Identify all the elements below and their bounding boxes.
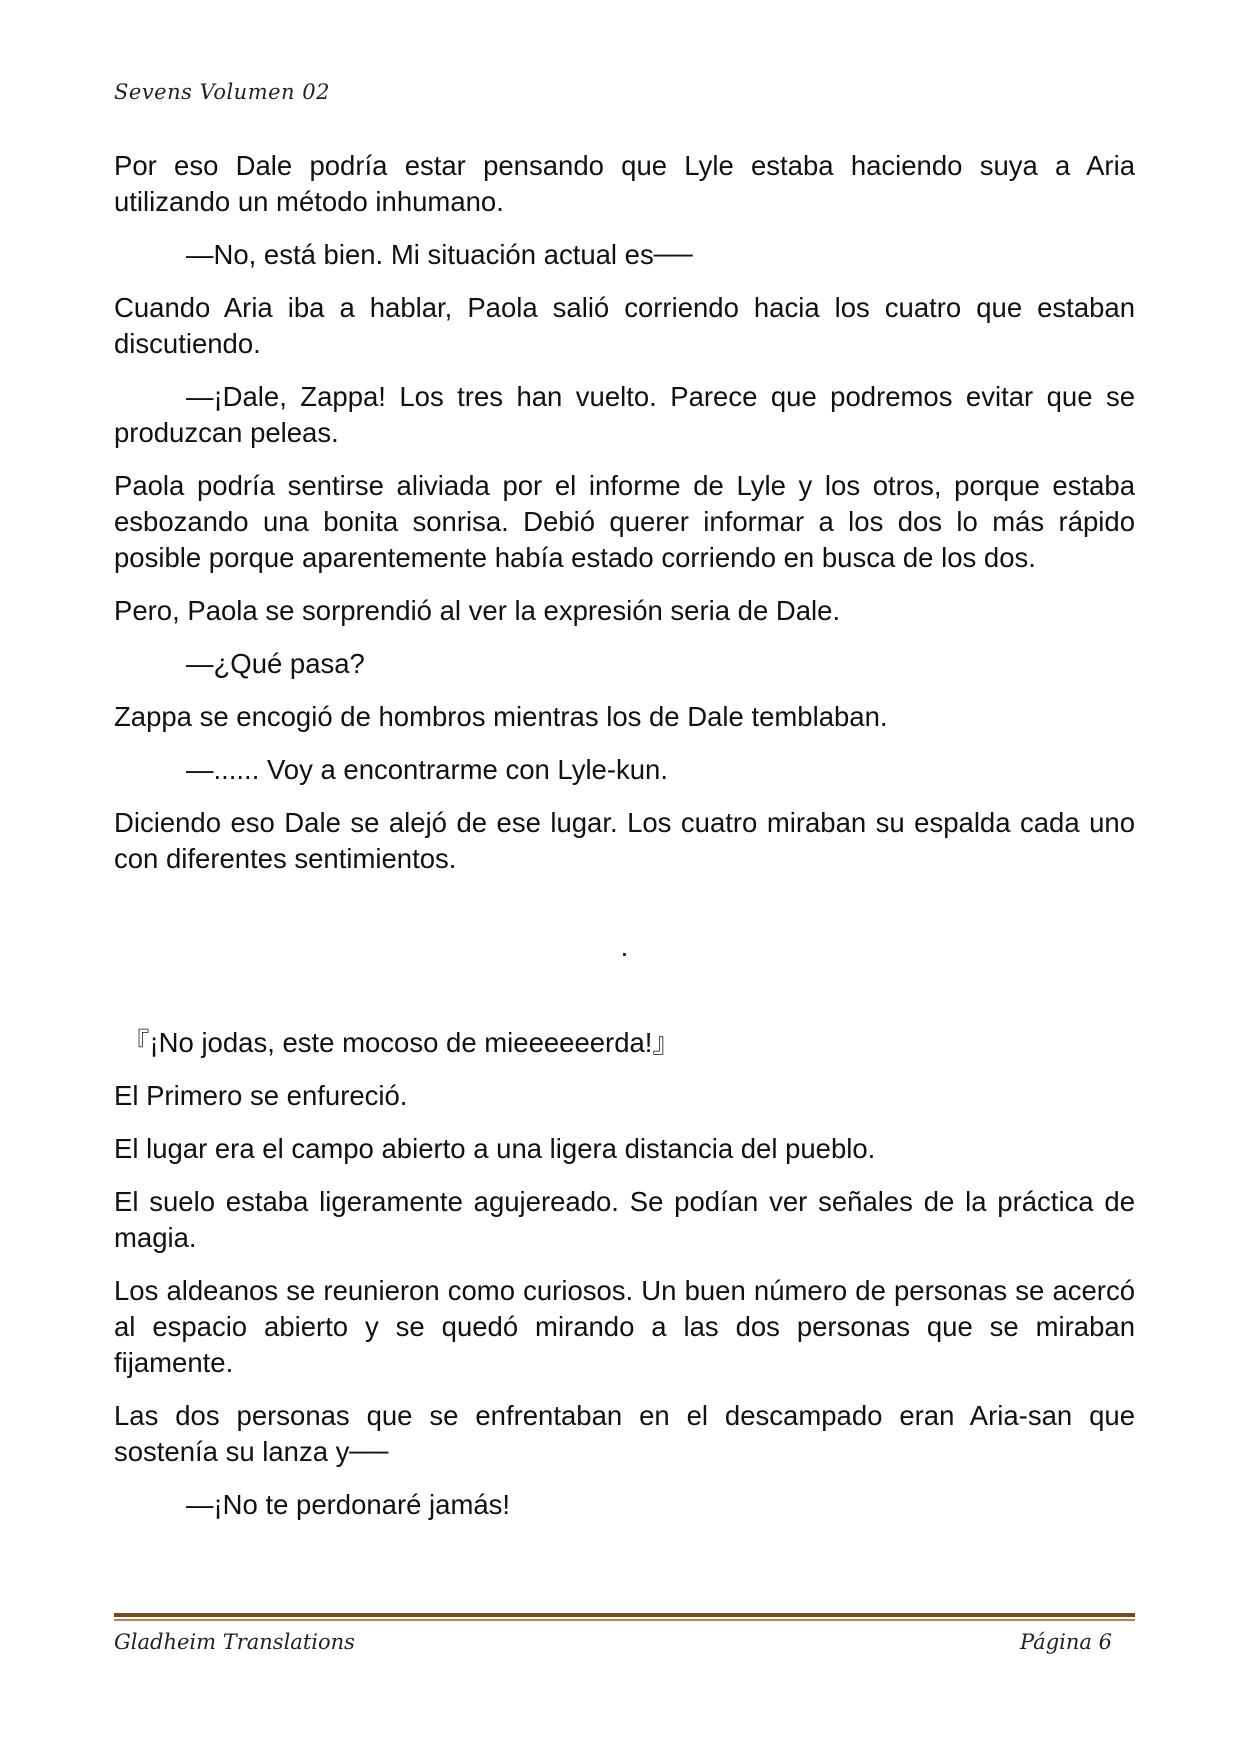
- footer-divider: [114, 1613, 1135, 1621]
- dialogue-line: —...... Voy a encontrarme con Lyle-kun.: [186, 754, 668, 785]
- quote-line: 『¡No jodas, este mocoso de mieeeeeerda!』: [122, 1027, 680, 1058]
- document-body: [114, 148, 1135, 1540]
- paragraph: Paola podría sentirse aliviada por el informe de Lyle y los otros, porque estaba esbozando una bonita sonrisa. Debió querer informar a los dos lo más rápido posible porque aparentemente había estado corriendo en busca de los dos.: [114, 470, 1135, 573]
- paragraph: Cuando Aria iba a hablar, Paola salió corriendo hacia los cuatro que estaban discutiendo.: [114, 292, 1135, 359]
- dialogue-line: —¡Dale, Zappa! Los tres han vuelto. Parece que podremos evitar que se produzcan peleas.: [114, 381, 1135, 448]
- paragraph: El Primero se enfureció.: [114, 1080, 408, 1111]
- paragraph: El lugar era el campo abierto a una ligera distancia del pueblo.: [114, 1133, 876, 1164]
- scene-separator: .: [620, 931, 629, 962]
- paragraph: Por eso Dale podría estar pensando que Lyle estaba haciendo suya a Aria utilizando un método inhumano.: [114, 150, 1135, 217]
- paragraph: El suelo estaba ligeramente agujereado. Se podían ver señales de la práctica de magia.: [114, 1186, 1135, 1253]
- paragraph: Los aldeanos se reunieron como curiosos. Un buen número de personas se acercó al espacio abierto y se quedó mirando a las dos personas que se miraban fijamente.: [114, 1275, 1135, 1378]
- page-number: Página 6: [1020, 1630, 1112, 1654]
- dialogue-line: —¡No te perdonaré jamás!: [186, 1489, 511, 1520]
- paragraph: Las dos personas que se enfrentaban en el descampado eran Aria-san que sostenía su lanza y──: [114, 1400, 1135, 1467]
- paragraph: Diciendo eso Dale se alejó de ese lugar. Los cuatro miraban su espalda cada uno con diferentes sentimientos.: [114, 807, 1135, 874]
- dialogue-line: —¿Qué pasa?: [186, 648, 365, 679]
- paragraph: Pero, Paola se sorprendió al ver la expresión seria de Dale.: [114, 595, 841, 626]
- paragraph: Zappa se encogió de hombros mientras los de Dale temblaban.: [114, 701, 888, 732]
- footer-credit: Gladheim Translations: [114, 1630, 355, 1654]
- dialogue-line: —No, está bien. Mi situación actual es──: [186, 239, 693, 270]
- page-header-title: Sevens Volumen 02: [114, 80, 330, 104]
